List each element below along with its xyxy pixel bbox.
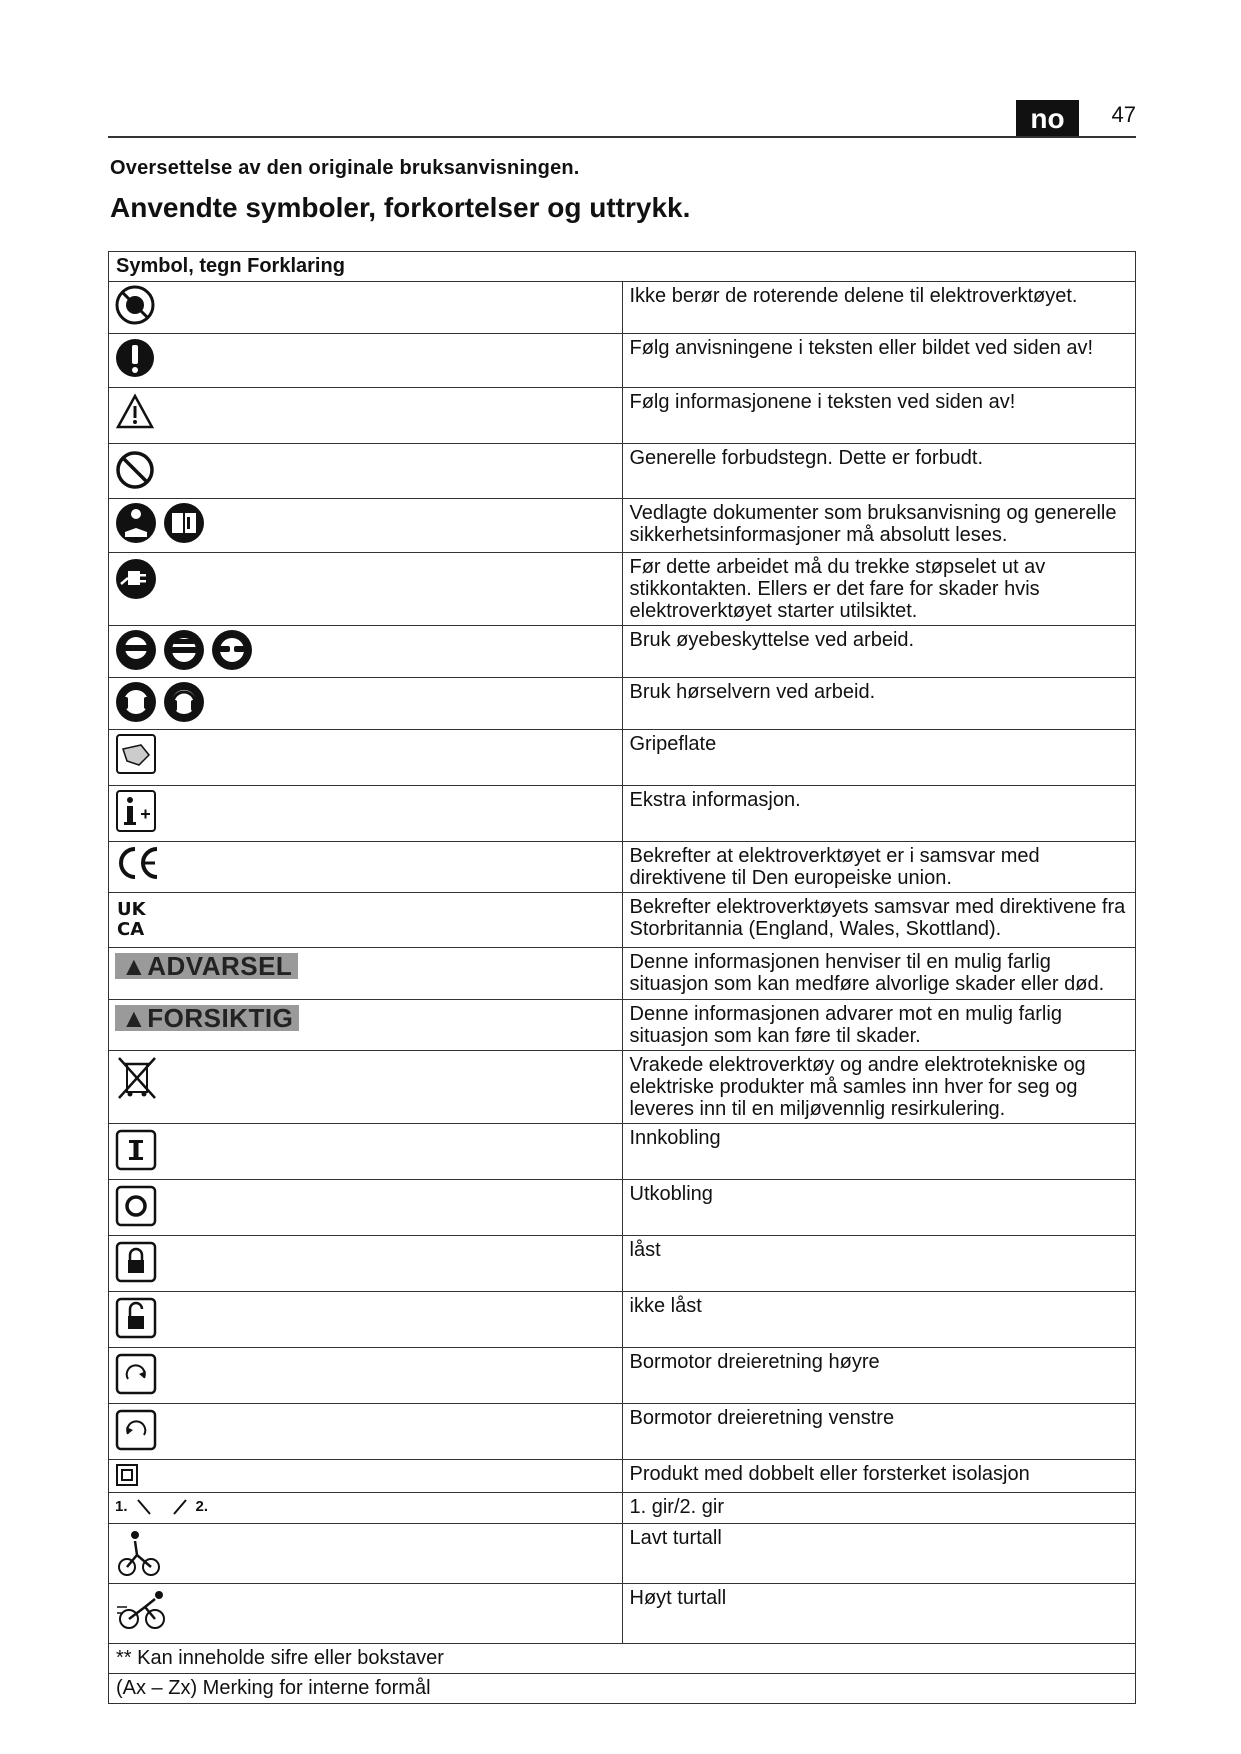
table-row (109, 948, 1136, 1000)
table-row (109, 1236, 1136, 1292)
language-tag: no (1016, 100, 1079, 136)
row-text: Produkt med dobbelt eller forsterket isolasjon (622, 1460, 1136, 1493)
row-text: Lavt turtall (622, 1524, 1136, 1584)
mandatory-icon (115, 337, 155, 379)
table-header-row (109, 252, 1136, 282)
ukca-mark-icon (115, 896, 155, 940)
power-off-icon (115, 1183, 157, 1227)
table-row (109, 334, 1136, 388)
high-speed-cyclist-icon (115, 1587, 171, 1633)
info-plus-icon (115, 789, 157, 833)
warning-triangle-icon: ▲ (121, 1003, 148, 1033)
row-text: Denne informasjonen advarer mot en mulig farlig situasjon som kan føre til skader. (622, 1000, 1136, 1051)
table-row (109, 282, 1136, 334)
row-text: ikke låst (622, 1292, 1136, 1348)
table-row (109, 1404, 1136, 1460)
svg-text:CA: CA (117, 919, 145, 940)
row-text: Bekrefter at elektroverktøyet er i samsvar med direktivene til Den europeiske union. (622, 842, 1136, 893)
unplug-icon (115, 556, 157, 600)
table-row (109, 1000, 1136, 1051)
lock-open-icon (115, 1295, 157, 1339)
row-text: Generelle forbudstegn. Dette er forbudt. (622, 444, 1136, 499)
symbols-table (108, 251, 1136, 1704)
table-row (109, 1493, 1136, 1524)
table-row (109, 1524, 1136, 1584)
table-row (109, 388, 1136, 444)
page-title: Anvendte symboler, forkortelser og uttrykk. (110, 192, 691, 223)
table-row (109, 1180, 1136, 1236)
grip-surface-icon (115, 733, 157, 775)
lock-closed-icon (115, 1239, 157, 1283)
table-row (109, 626, 1136, 678)
low-speed-cyclist-icon (115, 1527, 163, 1579)
double-insulation-icon (115, 1463, 139, 1487)
row-text: Vedlagte dokumenter som bruksanvisning og generelle sikkerhetsinformasjoner må absolutt leses. (622, 499, 1136, 553)
row-text: Ekstra informasjon. (622, 786, 1136, 842)
advarsel-badge: ▲ADVARSEL (115, 953, 298, 979)
row-text: Bekrefter elektroverktøyets samsvar med direktivene fra Storbritannia (England, Wales, Skottland). (622, 893, 1136, 948)
gear-1-label: 1. (115, 1498, 128, 1515)
table-row (109, 842, 1136, 893)
row-text: Utkobling (622, 1180, 1136, 1236)
table-row (109, 1584, 1136, 1644)
forsiktig-badge: ▲FORSIKTIG (115, 1005, 299, 1031)
warning-triangle-icon: ▲ (121, 951, 148, 981)
row-text: Følg informasjonene i teksten ved siden av! (622, 388, 1136, 444)
page-header (108, 100, 1136, 138)
weee-bin-icon (115, 1054, 159, 1100)
table-row (109, 893, 1136, 948)
rotate-left-icon (115, 1407, 157, 1451)
row-text: Gripeflate (622, 730, 1136, 786)
row-text: Bormotor dreieretning venstre (622, 1404, 1136, 1460)
subtitle: Oversettelse av den originale bruksanvisningen. (110, 157, 580, 179)
table-row (109, 444, 1136, 499)
table-row (109, 786, 1136, 842)
row-text: Bormotor dreieretning høyre (622, 1348, 1136, 1404)
row-text: Før dette arbeidet må du trekke støpselet ut av stikkontakten. Ellers er det fare for skader hvis elektroverktøyet starter utilsiktet. (622, 553, 1136, 626)
svg-text:UK: UK (117, 899, 146, 920)
power-on-icon (115, 1127, 157, 1171)
row-text: 1. gir/2. gir (622, 1493, 1136, 1524)
row-text: Denne informasjonen henviser til en mulig farlig situasjon som kan medføre alvorlige skader eller død. (622, 948, 1136, 1000)
page-number: 47 (1111, 102, 1136, 127)
table-row (109, 1124, 1136, 1180)
eye-protection-icon (115, 629, 616, 671)
table-row (109, 1348, 1136, 1404)
ear-protection-icon (115, 681, 616, 723)
row-text: Følg anvisningene i teksten eller bildet ved siden av! (622, 334, 1136, 388)
table-row (109, 678, 1136, 730)
table-row (109, 1460, 1136, 1493)
footnote-row (109, 1674, 1136, 1704)
warning-triangle-icon (115, 391, 155, 431)
row-text: Høyt turtall (622, 1584, 1136, 1644)
rotate-right-icon (115, 1351, 157, 1395)
row-text: låst (622, 1236, 1136, 1292)
read-manual-icon (115, 502, 616, 544)
row-text: Bruk hørselvern ved arbeid. (622, 678, 1136, 730)
table-row (109, 553, 1136, 626)
row-text: Ikke berør de roterende delene til elektroverktøyet. (622, 282, 1136, 334)
gear-2-label: 2. (195, 1498, 209, 1515)
table-row (109, 1051, 1136, 1124)
table-row (109, 1292, 1136, 1348)
gear-selector-icon (115, 1496, 616, 1518)
no-touch-rotating-icon (115, 285, 155, 325)
footnote-row (109, 1644, 1136, 1674)
row-text: Innkobling (622, 1124, 1136, 1180)
row-text: Vrakede elektroverktøy og andre elektrotekniske og elektriske produkter må samles inn hver for seg og leveres inn til en miljøvennlig resirkulering. (622, 1051, 1136, 1124)
table-row (109, 499, 1136, 553)
footnote: (Ax – Zx) Merking for interne formål (109, 1674, 1136, 1704)
prohibition-icon (115, 447, 155, 489)
footnote: ** Kan inneholde sifre eller bokstaver (109, 1644, 1136, 1674)
row-text: Bruk øyebeskyttelse ved arbeid. (622, 626, 1136, 678)
ce-mark-icon (115, 845, 161, 881)
table-column-header: Symbol, tegn Forklaring (109, 252, 1136, 282)
table-row (109, 730, 1136, 786)
